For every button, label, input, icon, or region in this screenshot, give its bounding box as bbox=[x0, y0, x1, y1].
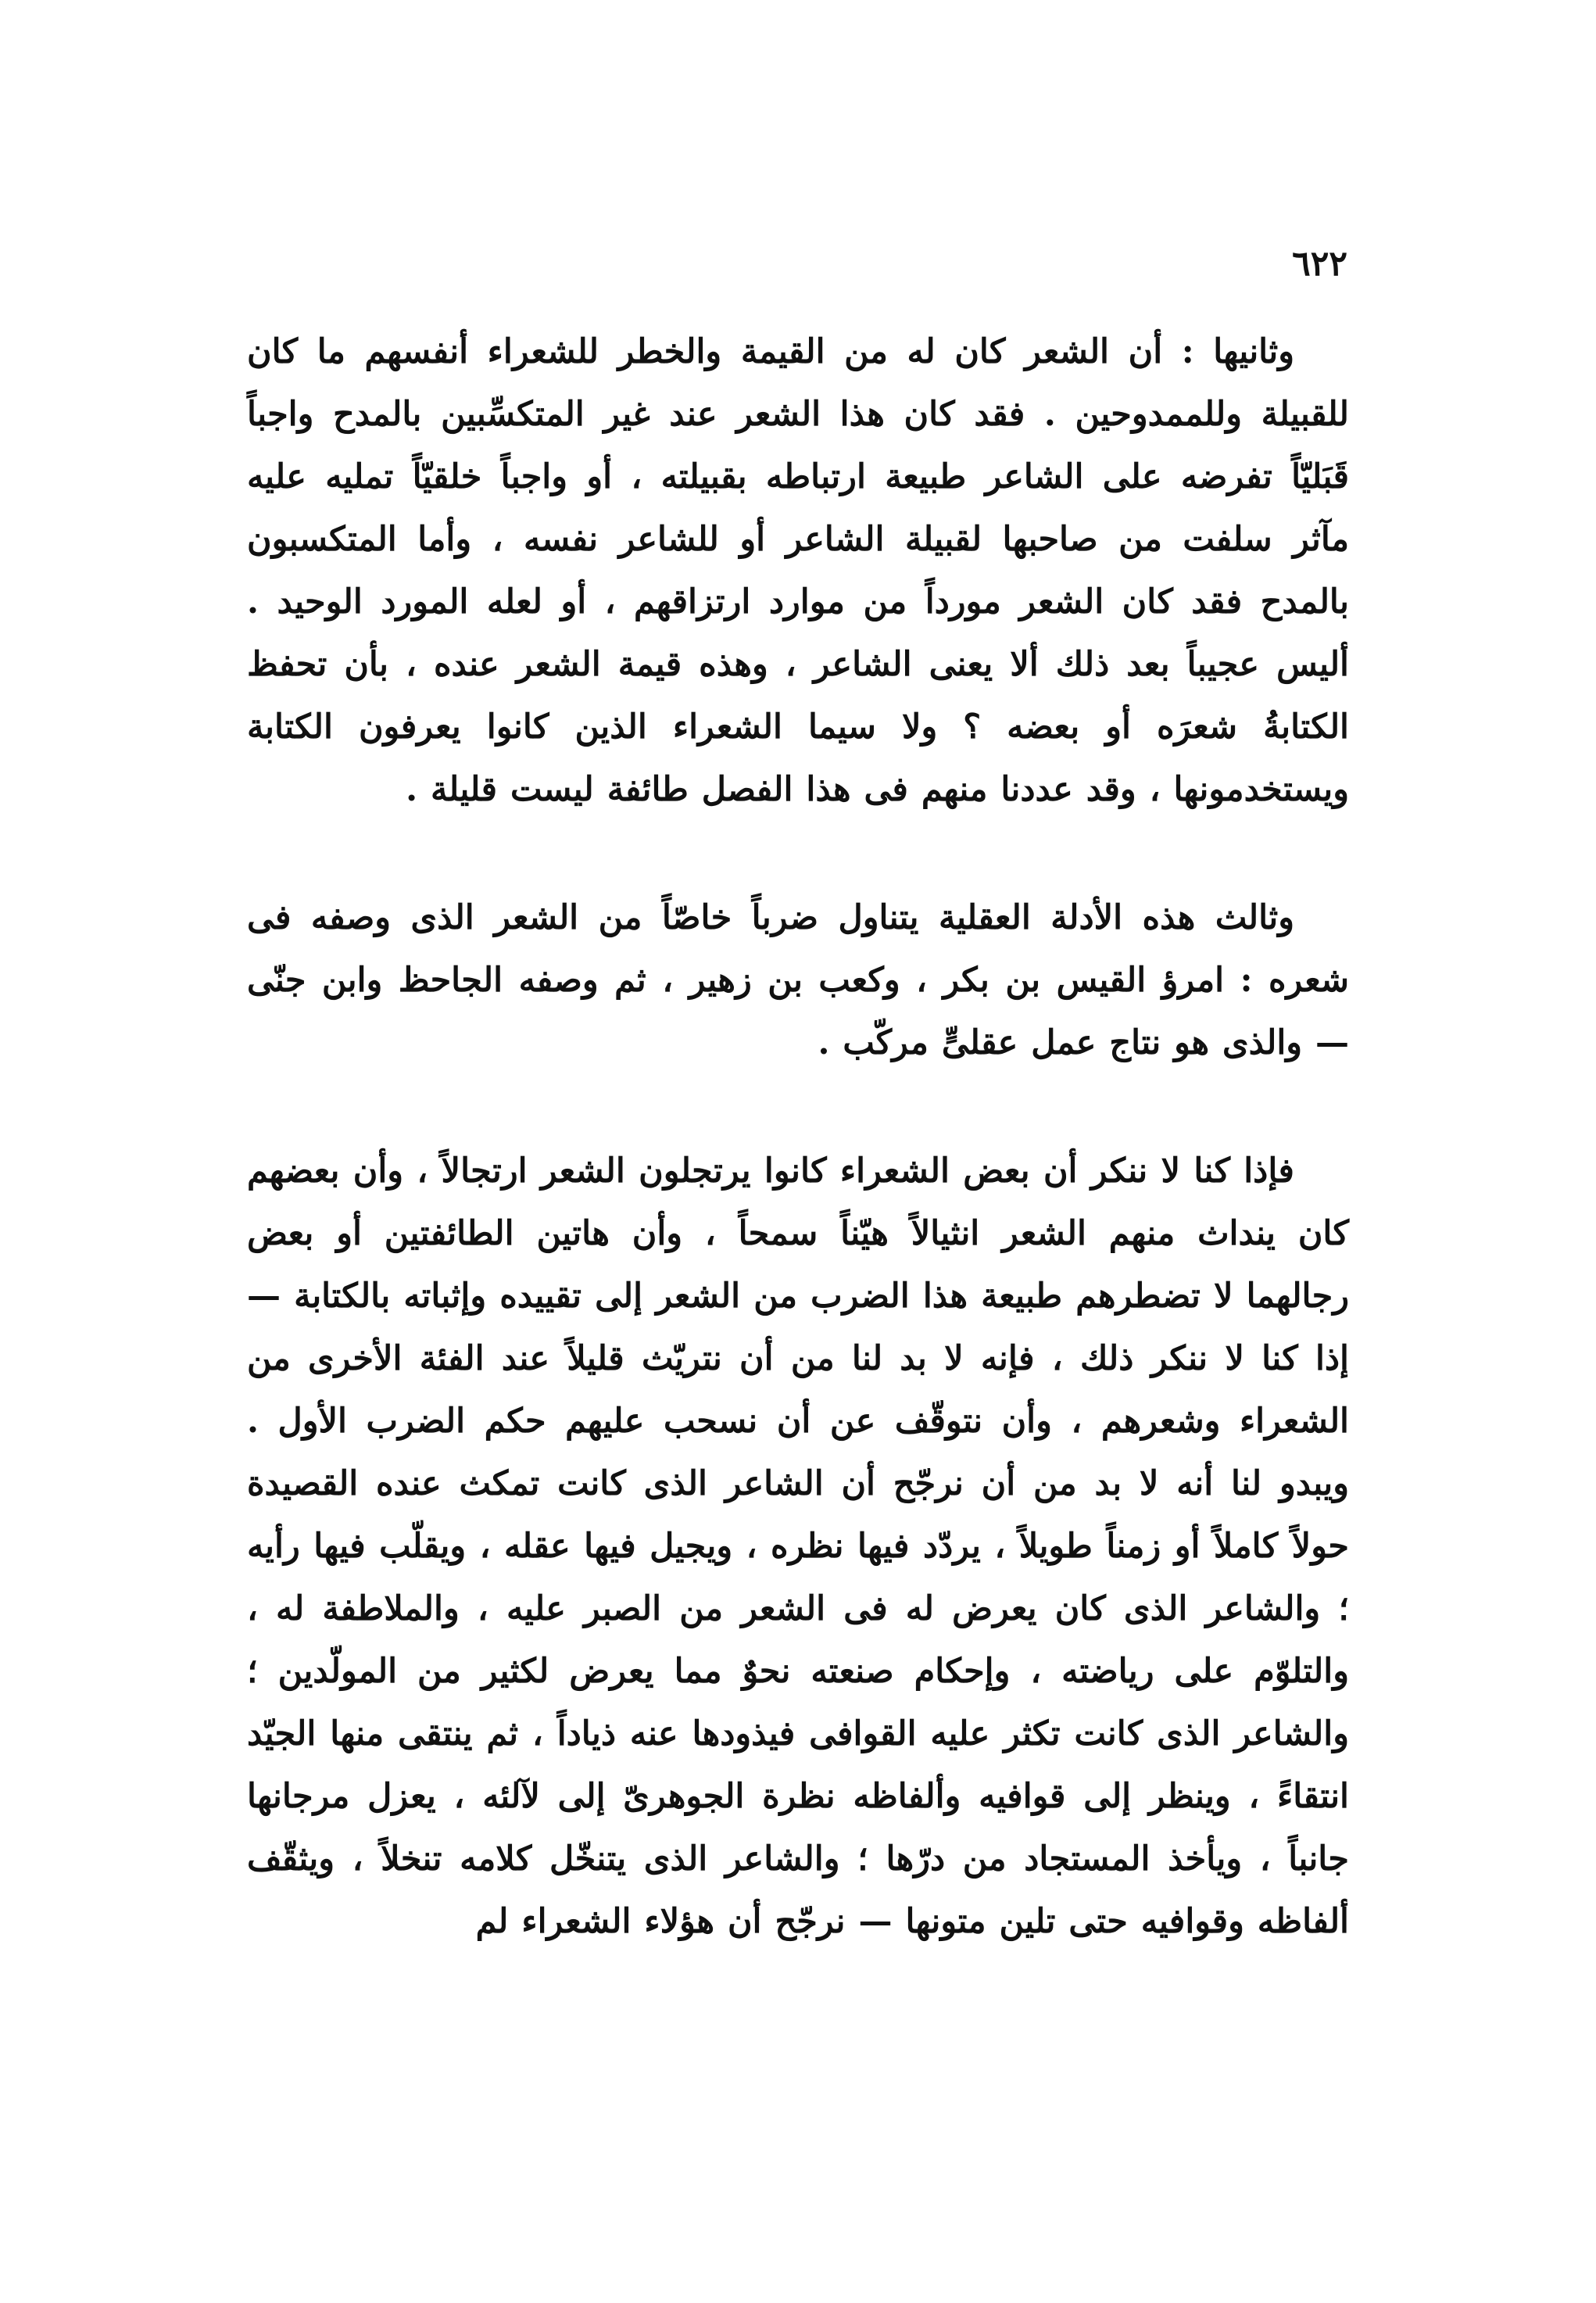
paragraph-1: وثانيها : أن الشعر كان له من القيمة والخطر للشعراء أنفسهم ما كان للقبيلة وللممدوحين . فقد كان هذا الشعر عند غير المتكسِّبين بالمدح واجباً قَبَليّاً تفرضه على الشاعر طبيعة ارتباطه بقبيلته ، أو واجباً خلقيّاً تمليه عليه مآثر سلفت من صاحبها لقبيلة الشاعر أو للشاعر نفسه ، وأما المتكسبون بالمدح فقد كان الشعر مورداً من موارد ارتزاقهم ، أو لعله المورد الوحيد . أليس عجيباً بعد ذلك ألا يعنى الشاعر ، وهذه قيمة الشعر عنده ، بأن تحفظ الكتابةُ شعرَه أو بعضه ؟ ولا سيما الشعراء الذين كانوا يعرفون الكتابة ويستخدمونها ، وقد عددنا منهم فى هذا الفصل طائفة ليست قليلة . bbox=[247, 332, 1349, 809]
paragraph-2: وثالث هذه الأدلة العقلية يتناول ضرباً خاصّاً من الشعر الذى وصفه فى شعره : امرؤ القيس بن بكر ، وكعب بن زهير ، ثم وصفه الجاحظ وابن جنّى — والذى هو نتاج عمل عقلىٍّ مركّب . bbox=[247, 898, 1349, 1062]
body-text bbox=[247, 321, 1349, 1953]
page-number: ٦٢٢ bbox=[1292, 244, 1347, 284]
paragraph-3: فإذا كنا لا ننكر أن بعض الشعراء كانوا يرتجلون الشعر ارتجالاً ، وأن بعضهم كان ينداث منهم الشعر انثيالاً هيّناً سمحاً ، وأن هاتين الطائفتين أو بعض رجالهما لا تضطرهم طبيعة هذا الضرب من الشعر إلى تقييده وإثباته بالكتابة — إذا كنا لا ننكر ذلك ، فإنه لا بد لنا من أن نتريّث قليلاً عند الفئة الأخرى من الشعراء وشعرهم ، وأن نتوقّف عن أن نسحب عليهم حكم الضرب الأول . ويبدو لنا أنه لا بد من أن نرجّح أن الشاعر الذى كانت تمكث عنده القصيدة حولاً كاملاً أو زمناً طويلاً ، يردّد فيها نظره ، ويجيل فيها عقله ، ويقلّب فيها رأيه ؛ والشاعر الذى كان يعرض له فى الشعر من الصبر عليه ، والملاطفة له ، والتلوّم على رياضته ، وإحكام صنعته نحوٌ مما يعرض لكثير من المولّدين ؛ والشاعر الذى كانت تكثر عليه القوافى فيذودها عنه ذياداً ، ثم ينتقى منها الجيّد انتقاءً ، وينظر إلى قوافيه وألفاظه نظرة الجوهرىّ إلى لآلئه ، يعزل مرجانها جانباً ، ويأخذ المستجاد من درّها ؛ والشاعر الذى يتنخّل كلامه تنخلاً ، ويثقّف ألفاظه وقوافيه حتى تلين متونها — نرجّح أن هؤلاء الشعراء لم bbox=[247, 1152, 1349, 1941]
